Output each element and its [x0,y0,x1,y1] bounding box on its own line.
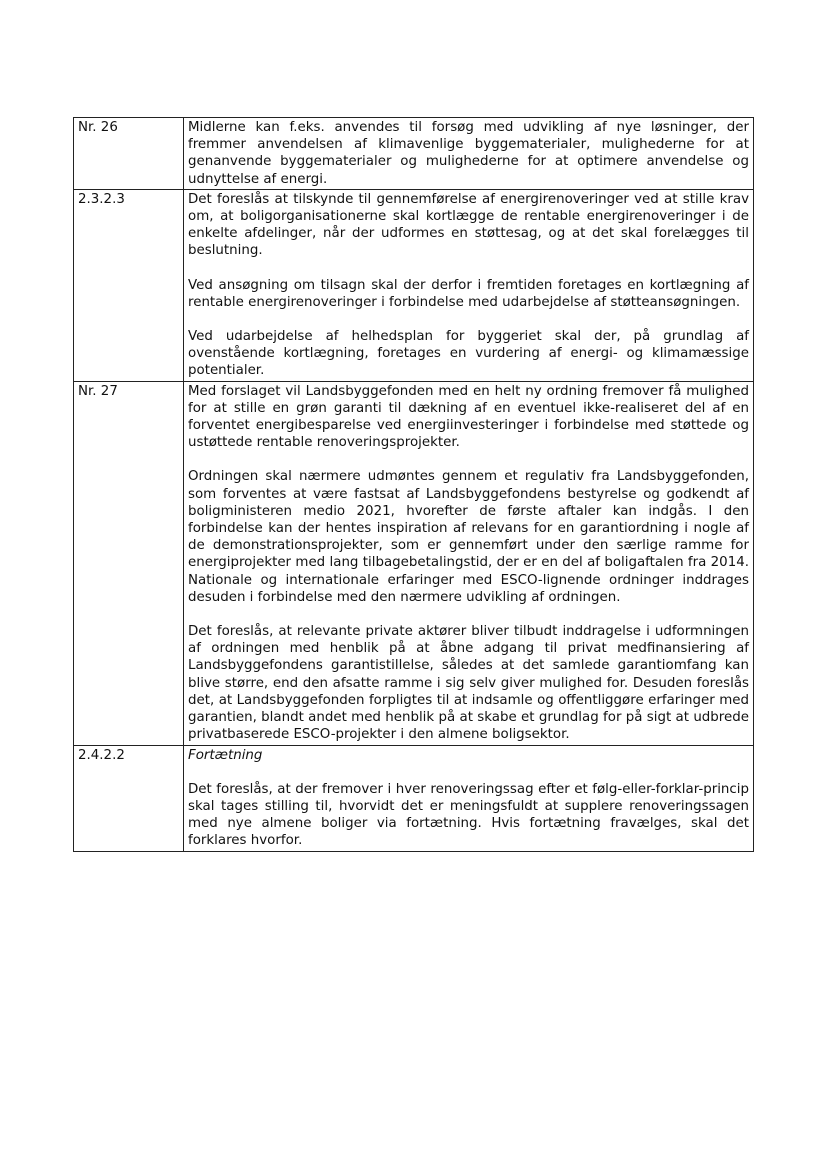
reference-cell: 2.4.2.2 [74,745,184,851]
paragraph: Det foreslås, at der fremover i hver renoveringssag efter et følg-eller-forklar-princip skal tages stilling til, hvorvidt det er meningsfuldt at supplere renoveringssagen med nye almene boliger via fortætning. Hvis fortætning fravælges, skal det forklares hvorfor. [188,781,749,849]
section-heading: Fortætning [188,747,263,763]
paragraph: Midlerne kan f.eks. anvendes til forsøg med udvikling af nye løsninger, der fremmer anvendelsen af klimavenlige byggematerialer, mulighederne for at genanvende byggematerialer og mulighederne for at optimere anvendelse og udnyttelse af energi. [188,120,749,187]
text-cell [184,189,754,381]
reference-cell: Nr. 27 [74,381,184,745]
paragraph: Ordningen skal nærmere udmøntes gennem et regulativ fra Landsbyggefonden, som forventes at være fastsat af Landsbyggefondens bestyrelse og godkendt af boligministeren medio 2021, hvorefter de første aftaler kan indgås. I den forbindelse kan der hentes inspiration af relevans for en garantiordning i nogle af de demonstrationsprojekter, som er gennemført under den særlige ramme for energiprojekter med lang tilbagebetalingstid, der er en del af boligaftalen fra 2014. Nationale og internationale erfaringer med ESCO-lignende ordninger inddrages desuden i forbindelse med den nærmere udvikling af ordningen. [188,469,749,605]
paragraph: Det foreslås, at relevante private aktører bliver tilbudt inddragelse i udformningen af ordningen med henblik på at åbne adgang til privat medfinansiering af Landsbyggefondens garantistillelse, således at det samlede garantiomfang kan blive større, end den afsatte ramme i sig selv giver mulighed for. Desuden foreslås det, at Landsbyggefonden forpligtes til at indsamle og offentliggøre erfaringer med garantien, blandt andet med henblik på at skabe et grundlag for på sigt at udbrede privatbaserede ESCO-projekter i den almene boligsektor. [188,624,749,743]
table-row [74,745,754,851]
reference-cell: Nr. 26 [74,118,184,190]
paragraph: Ved udarbejdelse af helhedsplan for byggeriet skal der, på grundlag af ovenstående kortlægning, foretages en vurdering af energi- og klimamæssige potentialer. [188,329,749,379]
paragraph: Ved ansøgning om tilsagn skal der derfor i fremtiden foretages en kortlægning af rentable energirenoveringer i forbindelse med udarbejdelse af støtteansøgningen. [188,277,749,310]
table-row [74,381,754,745]
table-row [74,118,754,190]
table-row [74,189,754,381]
provisions-table [73,117,754,852]
reference-cell: 2.3.2.3 [74,189,184,381]
text-cell [184,381,754,745]
paragraph: Med forslaget vil Landsbyggefonden med en helt ny ordning fremover få mulighed for at stille en grøn garanti til dækning af en eventuel ikke-realiseret del af en forventet energibesparelse ved energiinvesteringer i forbindelse med støttede og ustøttede rentable renoveringsprojekter. [188,383,749,451]
paragraph: Det foreslås at tilskynde til gennemførelse af energirenoveringer ved at stille krav om, at boligorganisationerne skal kortlægge de rentable energirenoveringer i de enkelte afdelinger, når der udformes en støttesag, og at det skal forelægges til beslutning. [188,191,749,259]
text-cell [184,745,754,851]
text-cell [184,118,754,190]
